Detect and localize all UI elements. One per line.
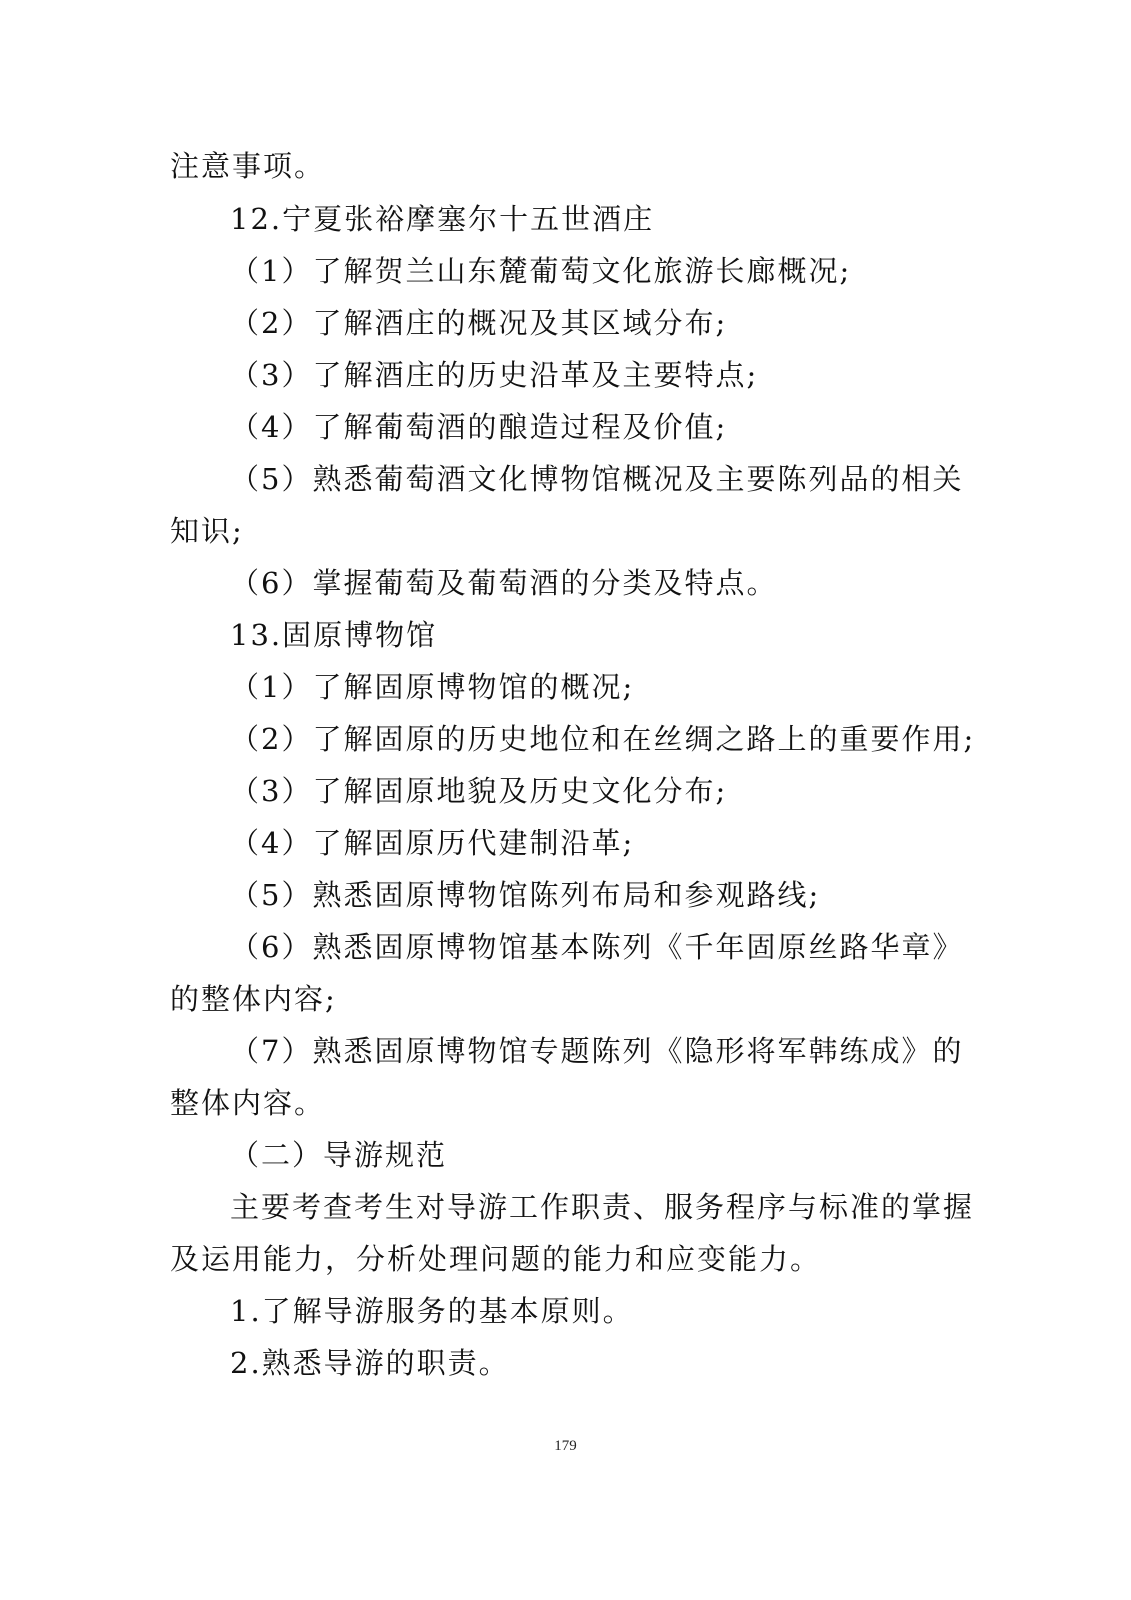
list-item: （1）了解贺兰山东麓葡萄文化旅游长廊概况; [230, 254, 852, 288]
section-heading: 12.宁夏张裕摩塞尔十五世酒庄 [230, 202, 655, 236]
list-item: （6）掌握葡萄及葡萄酒的分类及特点。 [230, 566, 778, 600]
paragraph-line: 主要考查考生对导游工作职责、服务程序与标准的掌握 [230, 1190, 975, 1224]
paragraph-line: 及运用能力，分析处理问题的能力和应变能力。 [170, 1242, 822, 1276]
list-item: （3）了解固原地貌及历史文化分布; [230, 774, 728, 808]
list-item: （4）了解固原历代建制沿革; [230, 826, 635, 860]
list-item: （6）熟悉固原博物馆基本陈列《千年固原丝路华章》 [230, 930, 964, 964]
text-line: 整体内容。 [170, 1086, 326, 1120]
section-heading: （二）导游规范 [230, 1138, 448, 1172]
text-line: 知识; [170, 514, 244, 548]
list-item: （7）熟悉固原博物馆专题陈列《隐形将军韩练成》的 [230, 1034, 964, 1068]
list-item: （5）熟悉固原博物馆陈列布局和参观路线; [230, 878, 821, 912]
list-item: （1）了解固原博物馆的概况; [230, 670, 635, 704]
list-item: （4）了解葡萄酒的酿造过程及价值; [230, 410, 728, 444]
text-line: 的整体内容; [170, 982, 337, 1016]
text-line: 注意事项。 [170, 149, 326, 183]
list-item: （5）熟悉葡萄酒文化博物馆概况及主要陈列品的相关 [230, 462, 964, 496]
section-heading: 13.固原博物馆 [230, 618, 438, 652]
list-item: 2.熟悉导游的职责。 [230, 1346, 510, 1380]
list-item: （3）了解酒庄的历史沿革及主要特点; [230, 358, 759, 392]
list-item: （2）了解酒庄的概况及其区域分布; [230, 306, 728, 340]
page-number: 179 [554, 1438, 577, 1454]
list-item: 1.了解导游服务的基本原则。 [230, 1294, 634, 1328]
list-item: （2）了解固原的历史地位和在丝绸之路上的重要作用; [230, 722, 976, 756]
